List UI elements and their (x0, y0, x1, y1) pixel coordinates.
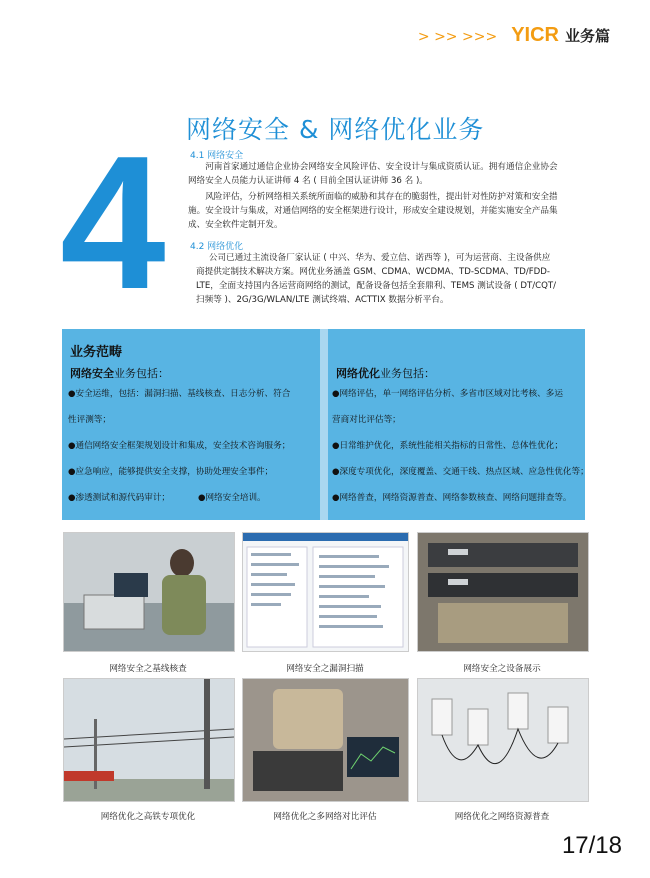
scope-left-column (62, 329, 320, 520)
business-scope-panel (62, 329, 589, 520)
photo-caption: 网络安全之设备展示 (463, 664, 541, 674)
scope-right-column (328, 329, 589, 520)
page-title: 网络安全 & 网络优化业务 (186, 115, 485, 144)
list-item: ●网络普查，网络资源普查、网络参数核查、网络问题排查等。 (332, 493, 572, 503)
security-paragraph-1: 河南首家通过通信企业协会网络安全风险评估、安全设计与集成资质认证。拥有通信企业协会网络安全人员能力认证讲师 4 名 ( 目前全国认证讲师 36 名 )。 (188, 162, 558, 186)
list-item: ●深度专项优化，深度覆盖、交通干线、热点区域、应急性优化等； (332, 467, 589, 477)
page-header (418, 24, 610, 47)
list-item: ●日常维护优化，系统性能相关指标的日常性、总体性优化； (332, 441, 563, 451)
photo-resource-survey-illustration (418, 679, 588, 801)
scope-divider (320, 329, 328, 520)
photo-baseline-check (63, 532, 235, 652)
photo-multi-network-eval (242, 678, 409, 802)
photo-device-display (417, 532, 589, 652)
photo-caption: 网络优化之网络资源普查 (454, 812, 550, 822)
list-item: ●安全运维，包括：漏洞扫描、基线核查、日志分析、符合 (68, 389, 291, 399)
list-item: ●网络评估，单一网络评估分析、多省市区域对比考核、多运 (332, 389, 563, 399)
photo-caption: 网络安全之基线核查 (109, 664, 187, 674)
photo-vuln-scan (242, 532, 409, 652)
page-number: 17/18 (561, 832, 622, 859)
photo-multi-network-eval-illustration (243, 679, 408, 801)
list-item: 营商对比评估等； (332, 415, 401, 425)
photo-railway-optimization-illustration (64, 679, 234, 801)
optimization-paragraph-1: 公司已通过主流设备厂家认证 ( 中兴、华为、爱立信、诺西等 )，可为运营商、主设备供应商提供定制技术解决方案。网优业务涵盖 GSM、CDMA、WCDMA、TD-SCDMA、TD/FDD-LTE，全面支持国内各运营商网络的测试，配备设备包括全套鼎利、TEMS 测试设备 ( DT/CQT/ 扫频等 )、2G/3G/WLAN/LTE 测试终端、ACTTIX 数据分析平台。 (196, 253, 557, 305)
section-heading-security: 4.1 网络安全 (190, 151, 244, 161)
list-item: ●网络安全培训。 (198, 493, 266, 503)
chevron-decoration: > >> >>> (417, 29, 498, 45)
chapter-number: 4 (60, 117, 166, 329)
section-heading-optimization: 4.2 网络优化 (190, 242, 244, 252)
list-item: ●应急响应，能够提供安全支撑，协助处理安全事件； (68, 467, 274, 477)
photo-caption: 网络安全之漏洞扫描 (286, 664, 364, 674)
header-section: 业务篇 (564, 27, 610, 45)
photo-baseline-check-illustration (64, 533, 234, 651)
scope-title: 业务范畴 (70, 345, 123, 360)
security-list-heading-bold: 网络安全 (70, 367, 114, 380)
photo-railway-optimization (63, 678, 235, 802)
photo-caption: 网络优化之高铁专项优化 (100, 812, 196, 822)
optimization-list-heading-rest: 业务包括： (380, 367, 435, 380)
brand-logo: YICR (511, 24, 559, 46)
security-list-heading-rest: 业务包括： (114, 367, 169, 380)
photo-resource-survey (417, 678, 589, 802)
optimization-list-heading-bold: 网络优化 (336, 367, 380, 380)
list-item: 性评测等； (68, 415, 111, 425)
security-paragraph-2: 风险评估，分析网络相关系统所面临的威胁和其存在的脆弱性，提出针对性防护对策和安全措施。安全设计与集成，对通信网络的安全框架进行设计，形成安全建设规划，并能实施安全产品集成、安全软件定制开发。 (188, 192, 558, 230)
photo-caption: 网络优化之多网络对比评估 (273, 812, 377, 822)
photo-vuln-scan-illustration (243, 533, 408, 651)
list-item: ●通信网络安全框架规划设计和集成，安全技术咨询服务； (68, 441, 291, 451)
optimization-list-heading (336, 365, 435, 381)
list-item: ●渗透测试和源代码审计； (68, 493, 171, 503)
security-list-heading (70, 365, 169, 381)
photo-device-display-illustration (418, 533, 588, 651)
